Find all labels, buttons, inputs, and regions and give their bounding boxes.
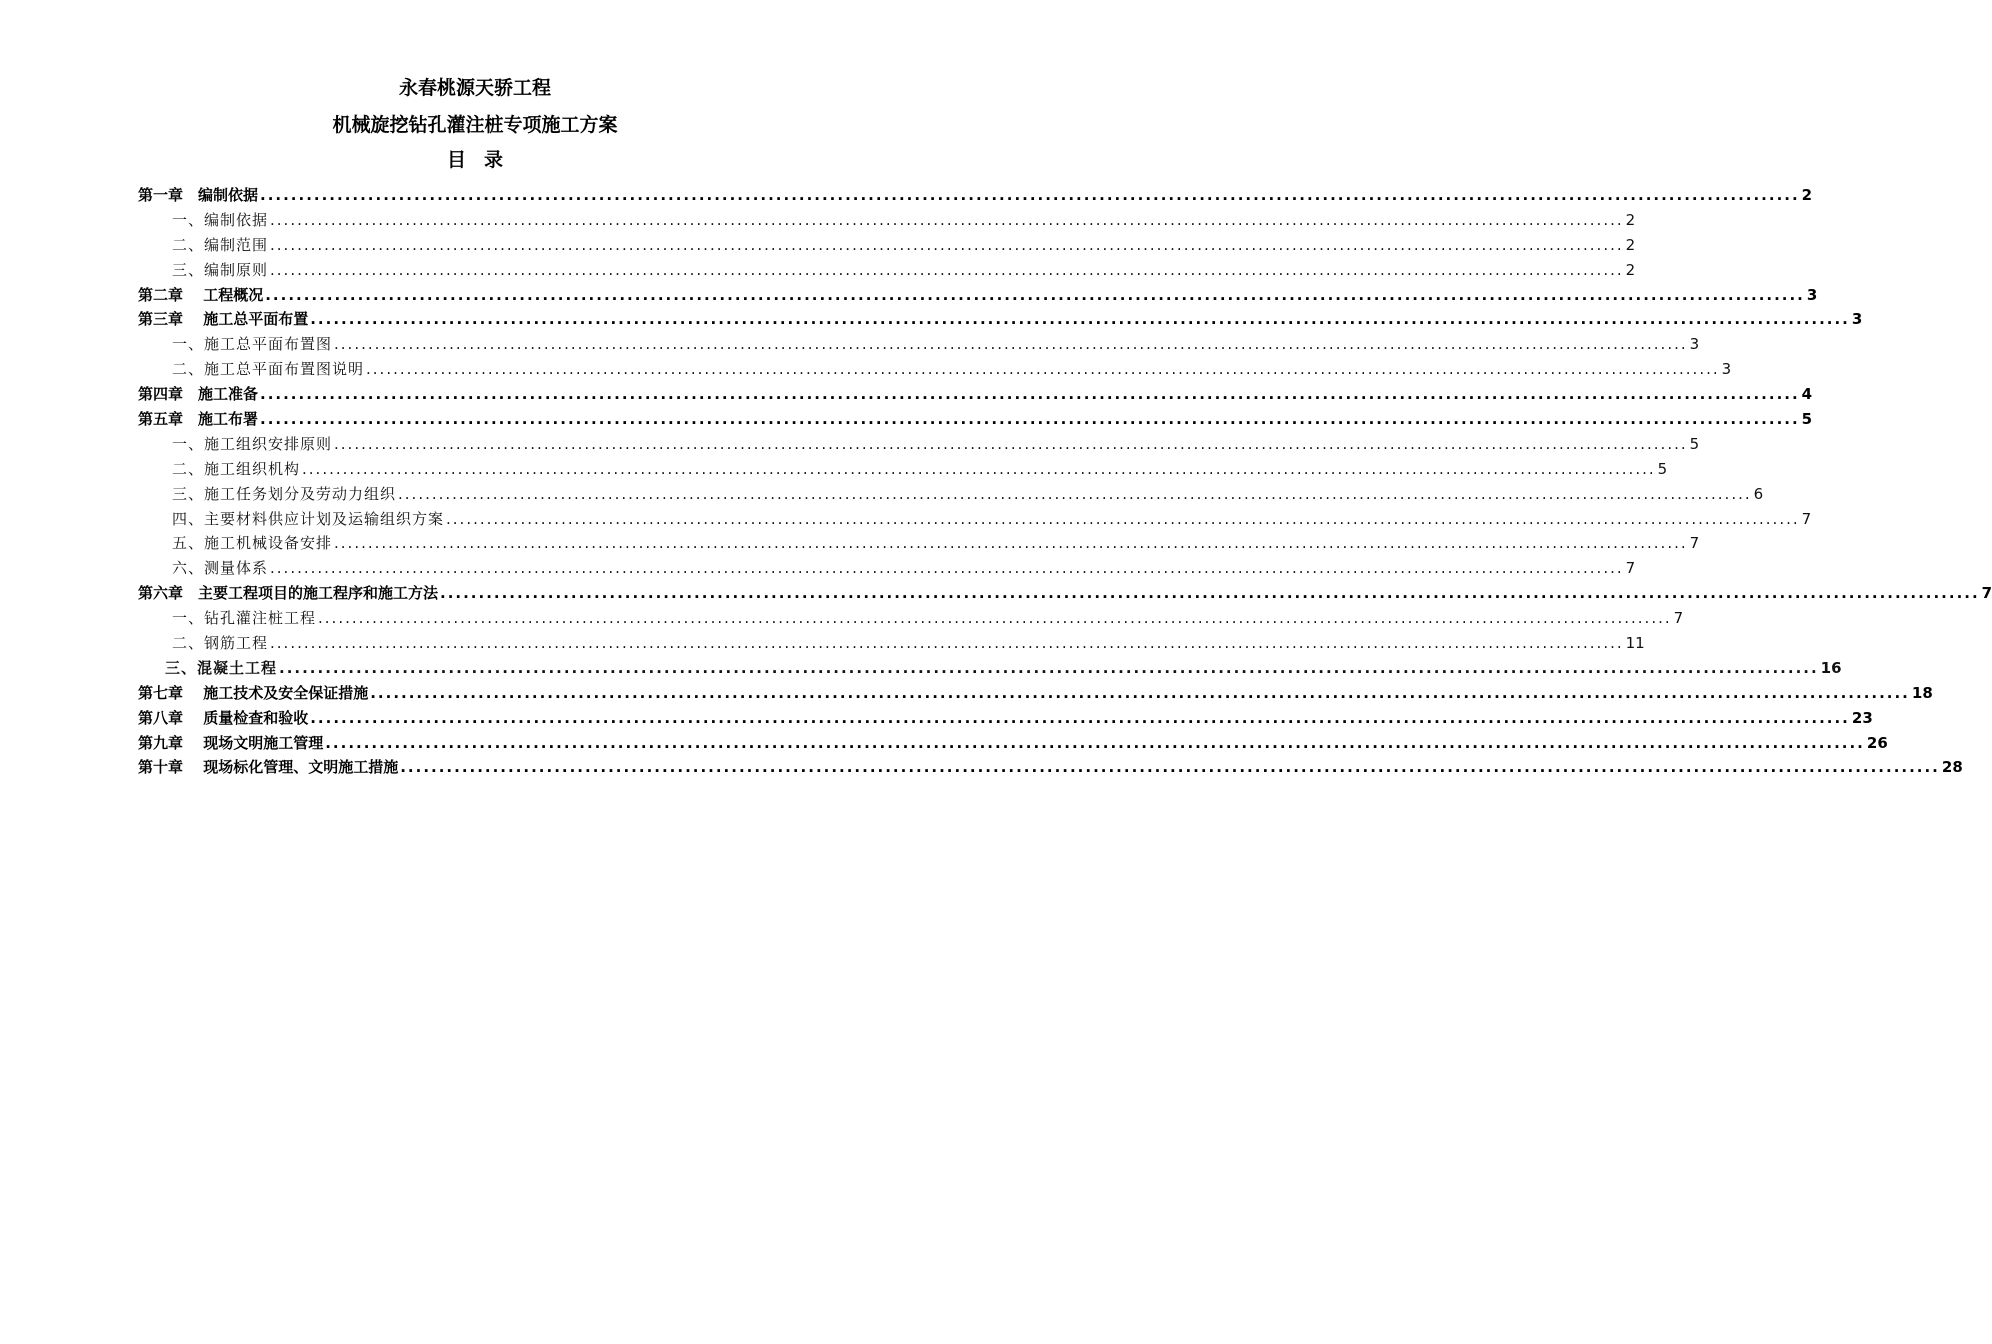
toc-entry-label: 第六章 主要工程项目的施工程序和施工方法 <box>138 584 439 603</box>
toc-page-number: 7 <box>1689 534 1700 553</box>
toc-entry-label: 第七章 施工技术及安全保证措施 <box>138 683 369 702</box>
toc-page-number: 7 <box>1673 609 1684 628</box>
toc-section-entry[interactable] <box>138 631 1645 656</box>
toc-section-entry[interactable] <box>138 556 1636 581</box>
toc-heading: 目录 <box>446 149 521 171</box>
toc-chapter-entry[interactable] <box>138 307 1863 332</box>
toc-page-number: 3 <box>1806 285 1818 304</box>
toc-page-number: 26 <box>1866 733 1888 752</box>
toc-section-entry[interactable] <box>138 531 1700 556</box>
toc-page-number: 5 <box>1657 459 1668 478</box>
toc-entry-label: 二、编制范围 <box>172 235 269 254</box>
toc-leader-dots: ........................................................................................................................................................................................................ <box>334 534 1688 553</box>
toc-page-number: 2 <box>1625 260 1636 279</box>
toc-leader-dots: ........................................................................................................................................................................................................ <box>270 235 1624 254</box>
toc-entry-label: 第一章 编制依据 <box>138 186 259 204</box>
toc-leader-dots: ........................................................................................................................................................................................................ <box>260 410 1800 429</box>
toc-leader-dots: ........................................................................................................................................................................................................ <box>370 683 1910 702</box>
toc-page-number: 5 <box>1689 434 1700 453</box>
toc-entry-label: 第二章 工程概况 <box>138 285 264 304</box>
toc-entry-label: 第三章 施工总平面布置 <box>138 310 309 329</box>
toc-section-entry[interactable] <box>138 357 1732 382</box>
toc-entry-label: 一、钻孔灌注桩工程 <box>172 609 317 628</box>
toc-chapter-entry[interactable] <box>138 731 1888 756</box>
toc-entry-label: 二、施工总平面布置图说明 <box>172 360 365 379</box>
table-of-contents <box>138 183 1992 780</box>
toc-section-entry[interactable] <box>138 606 1684 631</box>
toc-entry-label: 一、施工总平面布置图 <box>172 335 333 354</box>
toc-section-entry[interactable] <box>138 258 1636 283</box>
toc-leader-dots: ........................................................................................................................................................................................................ <box>260 385 1800 404</box>
toc-chapter-entry[interactable] <box>138 755 1963 780</box>
toc-section-entry[interactable] <box>138 507 1812 532</box>
toc-page-number: 11 <box>1625 634 1645 653</box>
toc-page-number: 6 <box>1753 484 1764 503</box>
toc-leader-dots: ........................................................................................................................................................................................................ <box>270 559 1624 578</box>
toc-leader-dots: ........................................................................................................................................................................................................ <box>366 360 1720 379</box>
toc-chapter-entry[interactable] <box>138 183 1813 208</box>
toc-leader-dots: ........................................................................................................................................................................................................ <box>270 210 1624 229</box>
toc-section-entry[interactable] <box>138 332 1700 357</box>
document-title: 机械旋挖钻孔灌注桩专项施工方案 <box>332 114 618 136</box>
toc-leader-dots: ........................................................................................................................................................................................................ <box>270 260 1624 279</box>
toc-chapter-entry[interactable] <box>138 382 1813 407</box>
toc-page-number: 28 <box>1941 758 1963 777</box>
toc-page-number: 2 <box>1625 210 1636 229</box>
toc-page-number: 3 <box>1851 310 1863 329</box>
toc-leader-dots: ........................................................................................................................................................................................................ <box>260 186 1800 204</box>
toc-leader-dots: ........................................................................................................................................................................................................ <box>318 609 1672 628</box>
toc-chapter-entry[interactable] <box>138 706 1873 731</box>
toc-chapter-entry[interactable] <box>138 283 1818 308</box>
toc-section-entry[interactable] <box>138 656 1842 681</box>
toc-page-number: 18 <box>1911 683 1933 702</box>
toc-entry-label: 五、施工机械设备安排 <box>172 534 333 553</box>
toc-chapter-entry[interactable] <box>138 581 1992 606</box>
toc-page-number: 23 <box>1851 708 1873 727</box>
toc-page-number: 4 <box>1801 385 1813 404</box>
toc-entry-label: 三、混凝土工程 <box>165 658 278 677</box>
toc-leader-dots: ........................................................................................................................................................................................................ <box>270 634 1624 653</box>
toc-entry-label: 一、施工组织安排原则 <box>172 434 333 453</box>
toc-entry-label: 第八章 质量检查和验收 <box>138 708 309 727</box>
toc-entry-label: 第五章 施工布署 <box>138 410 259 429</box>
toc-page-number: 7 <box>1801 509 1812 528</box>
toc-entry-label: 第九章 现场文明施工管理 <box>138 733 324 752</box>
toc-leader-dots: ........................................................................................................................................................................................................ <box>310 310 1850 329</box>
toc-entry-label: 二、钢筋工程 <box>172 634 269 653</box>
toc-entry-label: 第十章 现场标化管理、文明施工措施 <box>138 758 399 777</box>
toc-leader-dots: ........................................................................................................................................................................................................ <box>334 335 1688 354</box>
toc-page-number: 5 <box>1801 410 1813 429</box>
toc-section-entry[interactable] <box>138 457 1668 482</box>
toc-leader-dots: ........................................................................................................................................................................................................ <box>279 658 1819 677</box>
toc-leader-dots: ........................................................................................................................................................................................................ <box>400 758 1940 777</box>
toc-entry-label: 第四章 施工准备 <box>138 385 259 404</box>
toc-section-entry[interactable] <box>138 233 1636 258</box>
toc-leader-dots: ........................................................................................................................................................................................................ <box>265 285 1805 304</box>
toc-leader-dots: ........................................................................................................................................................................................................ <box>440 584 1980 603</box>
toc-section-entry[interactable] <box>138 432 1700 457</box>
toc-page-number: 16 <box>1820 658 1842 677</box>
toc-section-entry[interactable] <box>138 208 1636 233</box>
toc-page-number: 3 <box>1689 335 1700 354</box>
toc-page-number: 3 <box>1721 360 1732 379</box>
toc-leader-dots: ........................................................................................................................................................................................................ <box>446 509 1800 528</box>
toc-chapter-entry[interactable] <box>138 681 1933 706</box>
project-title: 永春桃源天骄工程 <box>398 77 551 99</box>
toc-leader-dots: ........................................................................................................................................................................................................ <box>334 434 1688 453</box>
toc-entry-label: 三、编制原则 <box>172 260 269 279</box>
toc-entry-label: 四、主要材料供应计划及运输组织方案 <box>172 509 445 528</box>
toc-page-number: 7 <box>1981 584 1992 603</box>
toc-section-entry[interactable] <box>138 482 1764 507</box>
toc-entry-label: 二、施工组织机构 <box>172 459 301 478</box>
toc-leader-dots: ........................................................................................................................................................................................................ <box>325 733 1865 752</box>
toc-page-number: 2 <box>1801 186 1813 204</box>
toc-leader-dots: ........................................................................................................................................................................................................ <box>398 484 1752 503</box>
toc-leader-dots: ........................................................................................................................................................................................................ <box>302 459 1656 478</box>
toc-entry-label: 三、施工任务划分及劳动力组织 <box>172 484 397 503</box>
toc-leader-dots: ........................................................................................................................................................................................................ <box>310 708 1850 727</box>
toc-chapter-entry[interactable] <box>138 407 1813 432</box>
toc-entry-label: 六、测量体系 <box>172 559 269 578</box>
toc-page-number: 7 <box>1625 559 1636 578</box>
toc-page-number: 2 <box>1625 235 1636 254</box>
toc-entry-label: 一、编制依据 <box>172 210 269 229</box>
